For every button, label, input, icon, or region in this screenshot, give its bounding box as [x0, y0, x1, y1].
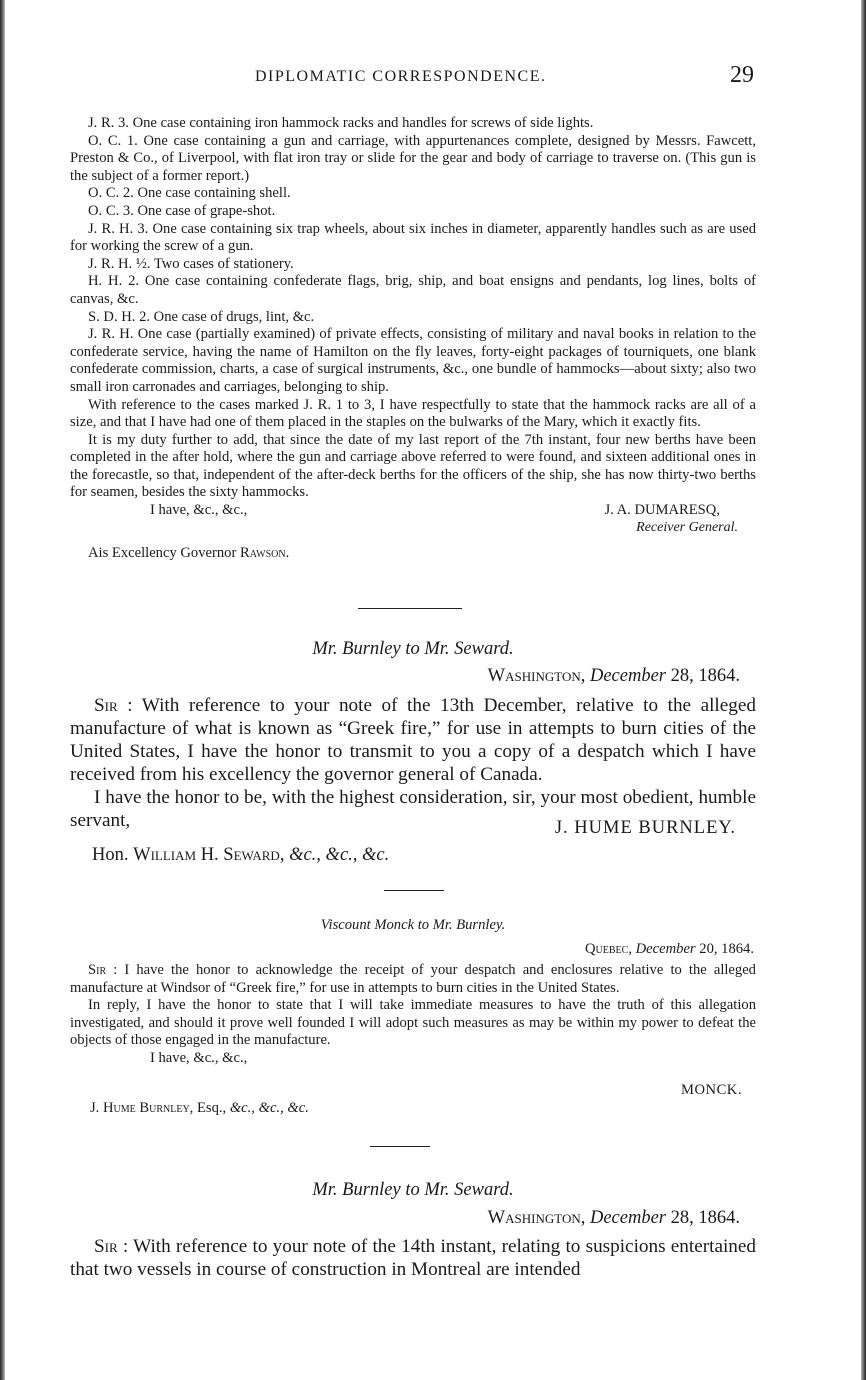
addressee-prefix: Ais Excellency Governor: [88, 545, 237, 562]
scan-edge-left: [0, 0, 5, 1380]
addressee-prefix: Hon.: [92, 845, 129, 865]
dateline: [488, 1208, 740, 1229]
letter-heading: Mr. Burnley to Mr. Seward.: [312, 1180, 514, 1200]
body-text: With reference to your note of the 13th December, relative to the alleged manufacture of what is known as “Greek fire,” for use in attempts to burn cities of the United States, I have the honor to transmit to you a copy of a despatch which I have received from his excellency the governor general of Canada.: [70, 695, 756, 785]
closing-row: [70, 502, 756, 520]
inventory-item: O. C. 3. One case of grape-shot.: [88, 202, 276, 219]
body-paragraph: It is my duty further to add, that since the date of my last report of the 7th instant, four new berths have been completed in the after hold, where the gun and carriage above referred to were found, and sixteen additional ones in the forecastle, so that, independent of the after-deck berths for the officers of the ship, she has now thirty-two berths for seamen, besides the sixty hammocks.: [70, 431, 756, 501]
dateline-rest: 28, 1864.: [670, 1208, 740, 1228]
salutation: Sir :: [94, 1236, 129, 1257]
inventory-item: J. R. 3. One case containing iron hammock racks and handles for screws of side lights.: [88, 115, 594, 131]
addressee-name: Rawson.: [239, 545, 290, 562]
salutation: Sir :: [88, 962, 118, 978]
section-divider: [370, 1146, 430, 1147]
addressee-etc: &c., &c., &c.: [229, 1100, 309, 1116]
body-paragraph: In reply, I have the honor to state that I will take immediate measures to have the truth of this allegation investigated, and should it prove well founded I will adopt such measures as may be within my power to defeat the objects of those engaged in the manufacture.: [70, 997, 756, 1049]
body-text: With reference to your note of the 14th instant, relating to suspicions entertained that two vessels in course of construction in Montreal are intended: [70, 1236, 756, 1280]
dateline-place: Washington,: [487, 1208, 586, 1228]
inventory-item: J. R. H. One case (partially examined) of private effects, consisting of military and naval books in relation to the confederate service, having the name of Hamilton on the fly leaves, forty-eight packages of tourniquets, one blank confederate commission, charts, a case of surgical instruments, &c., one bundle of hammocks—about sixty; also two small iron carronades and carriages, belonging to ship.: [70, 326, 756, 395]
inventory-section: [70, 115, 756, 563]
letter-body: [70, 694, 756, 832]
signature-title: Receiver General.: [636, 520, 738, 536]
signature: MONCK.: [681, 1082, 742, 1098]
letter-body: [70, 1235, 756, 1281]
dateline-place: Washington,: [487, 666, 586, 686]
dateline-rest: 28, 1864.: [670, 666, 740, 686]
addressee-name: William H. Seward,: [133, 845, 285, 865]
dateline-month: December: [589, 666, 666, 686]
scan-edge-right: [861, 0, 866, 1380]
inventory-item: O. C. 2. One case containing shell.: [88, 185, 291, 202]
addressee-etc: &c., &c., &c.: [289, 845, 390, 865]
letter-heading: Viscount Monck to Mr. Burnley.: [320, 917, 506, 933]
letter-heading: Mr. Burnley to Mr. Seward.: [312, 639, 514, 659]
addressee-name: J. Hume Burnley,: [90, 1100, 194, 1116]
page-header: [70, 62, 756, 92]
body-text: I have the honor to acknowledge the receipt of your despatch and enclosures relative to the alleged manufacture at Windsor of “Greek fire,” for use in attempts to burn cities in the United States.: [70, 962, 756, 996]
signature: J. HUME BURNLEY.: [554, 818, 736, 838]
section-divider: [358, 608, 462, 609]
body-paragraph: I have the honor to be, with the highest consideration, sir, your most obedient, humble servant,: [70, 787, 756, 831]
running-title: DIPLOMATIC CORRESPONDENCE.: [255, 68, 547, 85]
letter-body: [70, 962, 756, 1068]
inventory-item: H. H. 2. One case containing confederate flags, brig, ship, and boat ensigns and pendants, log lines, bolts of canvas, &c.: [70, 273, 756, 307]
dateline-month: December: [589, 1208, 666, 1228]
body-paragraph: [70, 1235, 756, 1281]
body-paragraph: With reference to the cases marked J. R. 1 to 3, I have respectfully to state that the hammock racks are all of a size, and that I have had one of them placed in the staples on the bulwarks of the Mary, which it exactly fits.: [70, 396, 756, 431]
section-divider: [384, 890, 444, 891]
inventory-item: J. R. H. ½. Two cases of stationery.: [88, 255, 294, 272]
body-paragraph: [70, 694, 756, 786]
body-paragraph: [70, 962, 756, 997]
page-number: 29: [730, 62, 754, 88]
signature: J. A. DUMARESQ,: [604, 502, 720, 519]
inventory-item: O. C. 1. One case containing a gun and carriage, with appurtenances complete, designed by Messrs. Fawcett, Preston & Co., of Liverpool, with flat iron tray or slide for the gear and body of carriage to traverse on. (This gun is the subject of a former report.): [70, 132, 756, 184]
inventory-item: J. R. H. 3. One case containing six trap wheels, about six inches in diameter, apparently handles such as are used for working the screw of a gun.: [70, 220, 756, 255]
dateline-month: December: [635, 941, 696, 957]
addressee: [92, 845, 389, 866]
dateline: [488, 666, 740, 687]
closing-formula: I have, &c., &c.,: [150, 502, 248, 519]
closing-formula: I have, &c., &c.,: [150, 1049, 248, 1066]
salutation: Sir :: [94, 695, 133, 716]
addressee-rest: Esq.,: [196, 1100, 227, 1116]
inventory-item: S. D. H. 2. One case of drugs, lint, &c.: [88, 308, 315, 325]
addressee: [90, 1100, 309, 1117]
dateline: [585, 941, 754, 958]
dateline-rest: 20, 1864.: [699, 941, 754, 957]
addressee: [70, 545, 756, 563]
dateline-place: Quebec,: [585, 941, 632, 957]
